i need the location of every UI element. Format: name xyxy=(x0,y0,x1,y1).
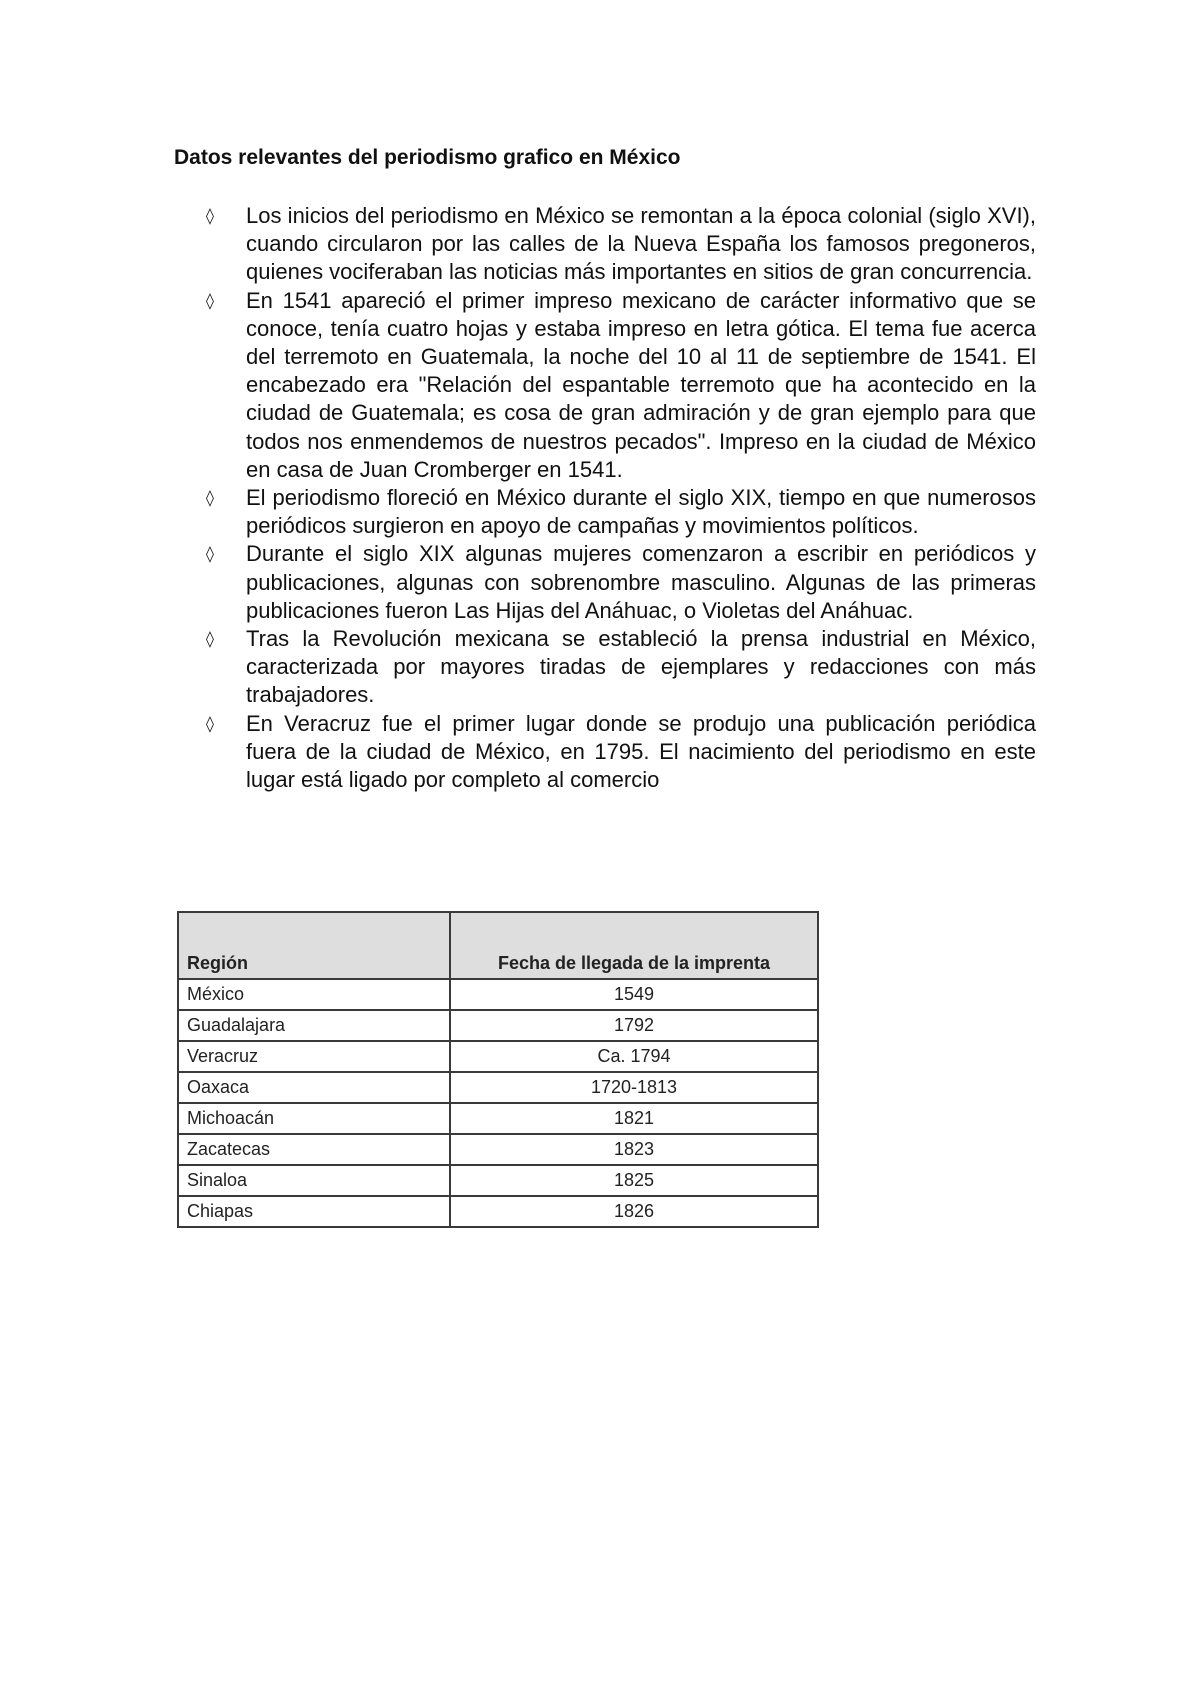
diamond-bullet-icon: ◊ xyxy=(206,488,214,508)
bullet-text: En Veracruz fue el primer lugar donde se produjo una publicación periódica fuera de la ciudad de México, en 1795. El nacimiento del periodismo en este lugar está ligado por completo al comercio xyxy=(246,710,1036,793)
table-row xyxy=(178,979,818,1010)
cell-region: Veracruz xyxy=(178,1041,450,1072)
diamond-bullet-icon: ◊ xyxy=(206,206,214,225)
cell-region: Chiapas xyxy=(178,1196,450,1227)
bullet-item xyxy=(206,625,1036,710)
cell-region: México xyxy=(178,979,450,1010)
bullet-text: Durante el siglo XIX algunas mujeres comenzaron a escribir en periódicos y publicaciones, algunas con sobrenombre masculino. Algunas de las primeras publicaciones fueron Las Hijas del Anáhuac, o Violetas del Anáhuac. xyxy=(246,541,1036,623)
table-row xyxy=(178,1072,818,1103)
bullet-text: Tras la Revolución mexicana se estableció la prensa industrial en México, caracterizada por mayores tiradas de ejemplares y redacciones con más trabajadores. xyxy=(246,626,1036,708)
table-row xyxy=(178,1041,818,1072)
table-row xyxy=(178,1165,818,1196)
cell-region: Oaxaca xyxy=(178,1072,450,1103)
cell-arrival-date: 1821 xyxy=(450,1103,818,1134)
bullet-item xyxy=(206,202,1036,287)
cell-arrival-date: 1549 xyxy=(450,979,818,1010)
diamond-bullet-icon: ◊ xyxy=(206,290,214,310)
cell-arrival-date: 1823 xyxy=(450,1134,818,1165)
table-row xyxy=(178,1103,818,1134)
diamond-bullet-icon: ◊ xyxy=(206,544,214,564)
bullet-list xyxy=(206,202,1036,794)
table-row xyxy=(178,1196,818,1227)
table-row xyxy=(178,1134,818,1165)
bullet-item xyxy=(206,540,1036,625)
bullet-text: El periodismo floreció en México durante el siglo XIX, tiempo en que numerosos periódicos surgieron en apoyo de campañas y movimientos políticos. xyxy=(246,485,1036,539)
header-arrival-date: Fecha de llegada de la imprenta xyxy=(450,912,818,979)
bullet-item xyxy=(206,287,1036,484)
cell-region: Guadalajara xyxy=(178,1010,450,1041)
printing-arrival-table xyxy=(177,911,819,1228)
table-header-row xyxy=(178,912,818,979)
cell-region: Sinaloa xyxy=(178,1165,450,1196)
cell-arrival-date: 1720-1813 xyxy=(450,1072,818,1103)
cell-arrival-date: 1825 xyxy=(450,1165,818,1196)
diamond-bullet-icon: ◊ xyxy=(206,713,214,733)
cell-arrival-date: 1826 xyxy=(450,1196,818,1227)
cell-region: Michoacán xyxy=(178,1103,450,1134)
bullet-item xyxy=(206,710,1036,795)
table-row xyxy=(178,1010,818,1041)
cell-region: Zacatecas xyxy=(178,1134,450,1165)
header-region: Región xyxy=(178,912,450,979)
cell-arrival-date: 1792 xyxy=(450,1010,818,1041)
bullet-item xyxy=(206,484,1036,540)
bullet-text: En 1541 apareció el primer impreso mexicano de carácter informativo que se conoce, tenía cuatro hojas y estaba impreso en letra gótica. El tema fue acerca del terremoto en Guatemala, la noche del 10 al 11 de septiembre de 1541. El encabezado era "Relación del espantable terremoto que ha acontecido en la ciudad de Guatemala; es cosa de gran admiración y de gran ejemplo para que todos nos enmendemos de nuestros pecados". Impreso en la ciudad de México en casa de Juan Cromberger en 1541. xyxy=(246,287,1036,482)
document-title: Datos relevantes del periodismo grafico en México xyxy=(174,146,681,169)
bullet-text: Los inicios del periodismo en México se remontan a la época colonial (siglo XVI), cuando circularon por las calles de la Nueva España los famosos pregoneros, quienes vociferaban las noticias más importantes en sitios de gran concurrencia. xyxy=(246,203,1036,285)
diamond-bullet-icon: ◊ xyxy=(206,629,214,649)
cell-arrival-date: Ca. 1794 xyxy=(450,1041,818,1072)
